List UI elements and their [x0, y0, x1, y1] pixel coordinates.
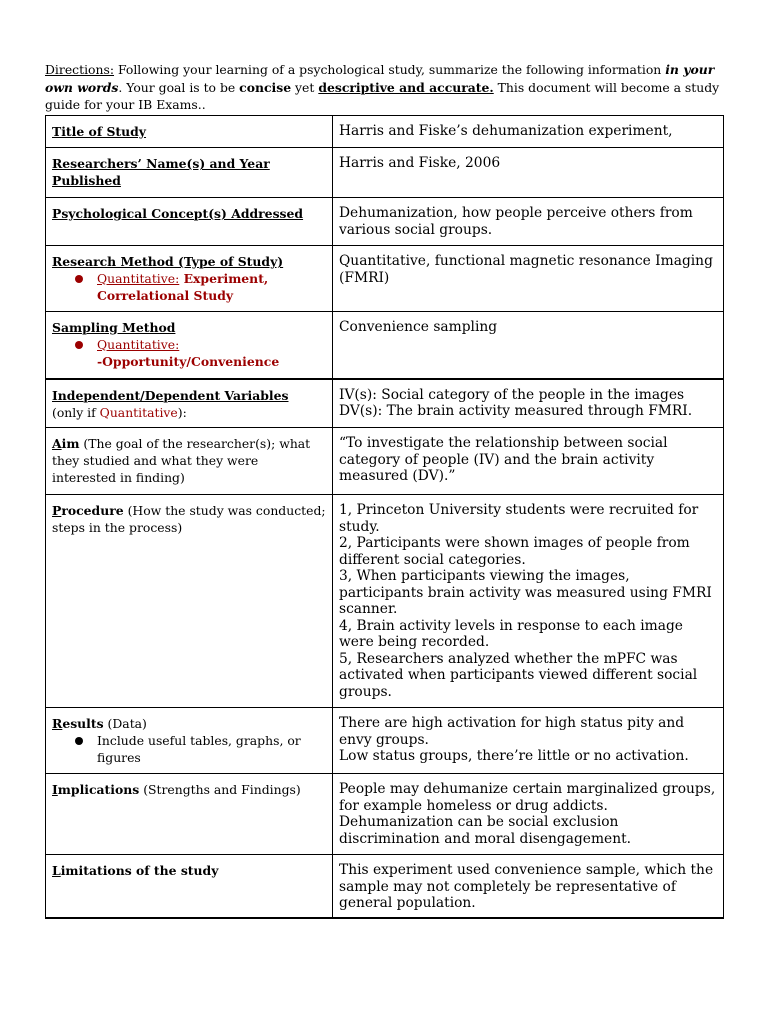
- row-variables: [46, 379, 724, 428]
- researchers-label: Researchers’ Name(s) and Year Published: [52, 156, 270, 188]
- iv-value: IV(s): Social category of the people in the images: [339, 386, 685, 403]
- variables-label: Independent/Dependent Variables: [52, 387, 289, 403]
- sampling-bullet: [97, 336, 326, 370]
- results-bullets: [52, 732, 326, 766]
- limitations-value: This experiment used convenience sample, which the sample may not completely be representative of general population.: [333, 855, 724, 918]
- results-note: (Data): [103, 716, 147, 731]
- results-bullet: Include useful tables, graphs, or figures: [97, 732, 326, 766]
- researchers-value: Harris and Fiske, 2006: [333, 148, 724, 198]
- row-aim: [46, 428, 724, 495]
- method-bullet: [97, 270, 326, 304]
- results-first-letter: R: [52, 716, 63, 731]
- concept-label: Psychological Concept(s) Addressed: [52, 206, 304, 221]
- method-bullet-value: Experiment, Correlational Study: [97, 271, 269, 303]
- row-implications: [46, 774, 724, 855]
- title-value: Harris and Fiske’s dehumanization experiment,: [333, 116, 724, 148]
- implications-line: Dehumanization can be social exclusion discrimination and moral disengagement.: [339, 814, 632, 847]
- row-concept: [46, 198, 724, 246]
- aim-label-rest: im: [61, 436, 80, 451]
- study-summary-table: [45, 115, 724, 919]
- implications-label-rest: mplications: [57, 782, 140, 797]
- directions-concise: concise: [239, 79, 292, 95]
- row-method: [46, 246, 724, 312]
- procedure-first-letter: P: [52, 503, 62, 518]
- limitations-label-rest: imitations of the study: [60, 863, 219, 878]
- variables-note-post: ):: [177, 404, 187, 420]
- directions-emphasis: in your own words: [45, 62, 715, 95]
- sampling-bullet-value: -Opportunity/Convenience: [97, 354, 280, 369]
- sampling-label: Sampling Method: [52, 320, 176, 335]
- method-value: Quantitative, functional magnetic resonance Imaging (FMRI): [333, 246, 724, 312]
- results-line: Low status groups, there’re little or no activation.: [339, 748, 689, 764]
- method-bullet-prefix: Quantitative:: [97, 271, 180, 286]
- aim-note: (The goal of the researcher(s); what they studied and what they were interested in finding): [52, 436, 311, 485]
- directions-descriptive: descriptive and accurate.: [318, 79, 494, 95]
- procedure-step: 4, Brain activity levels in response to each image were being recorded.: [339, 617, 683, 650]
- directions-text-2: . Your goal is to be: [118, 79, 240, 95]
- procedure-step: 2, Participants were shown images of people from different social categories.: [339, 535, 690, 568]
- aim-value: “To investigate the relationship between social category of people (IV) and the brain activity measured (DV).”: [333, 428, 724, 495]
- dv-value: DV(s): The brain activity measured through FMRI.: [339, 403, 693, 419]
- implications-line: People may dehumanize certain marginalized groups, for example homeless or drug addicts.: [339, 781, 716, 814]
- sampling-bullets: [52, 336, 326, 370]
- sampling-bullet-prefix: Quantitative:: [97, 337, 180, 352]
- row-procedure: [46, 495, 724, 708]
- directions-paragraph: [45, 61, 725, 114]
- variables-note-pre: (only if: [52, 404, 100, 420]
- sampling-value: Convenience sampling: [333, 312, 724, 379]
- results-line: There are high activation for high status pity and envy groups.: [339, 715, 685, 748]
- implications-note: (Strengths and Findings): [139, 782, 301, 797]
- variables-note-red: Quantitative: [99, 404, 178, 420]
- title-label: Title of Study: [52, 124, 147, 139]
- row-title: [46, 116, 724, 148]
- procedure-step: 3, When participants viewing the images, participants brain activity was measured using FMRI scanner.: [339, 568, 712, 617]
- row-sampling: [46, 312, 724, 379]
- row-limitations: [46, 855, 724, 918]
- procedure-label-rest: rocedure: [61, 503, 124, 518]
- directions-label: Directions:: [45, 62, 115, 77]
- implications-first-letter: I: [52, 782, 58, 797]
- method-bullets: [52, 270, 326, 304]
- row-researchers: [46, 148, 724, 198]
- limitations-first-letter: L: [52, 863, 61, 878]
- concept-value: Dehumanization, how people perceive others from various social groups.: [333, 198, 724, 246]
- procedure-note: (How the study was conducted; steps in the process): [52, 503, 326, 535]
- procedure-step: 5, Researchers analyzed whether the mPFC was activated when participants viewed different social groups.: [339, 650, 698, 700]
- directions-text-4: This document will become a study guide for your IB Exams..: [45, 79, 720, 112]
- procedure-step: 1, Princeton University students were recruited for study.: [339, 502, 699, 535]
- directions-text-3: yet: [291, 79, 319, 95]
- aim-first-letter: A: [52, 436, 62, 451]
- results-label-rest: esults: [62, 716, 104, 731]
- row-results: [46, 708, 724, 774]
- method-label: Research Method (Type of Study): [52, 254, 284, 269]
- directions-text-1: Following your learning of a psychological study, summarize the following information: [114, 62, 666, 77]
